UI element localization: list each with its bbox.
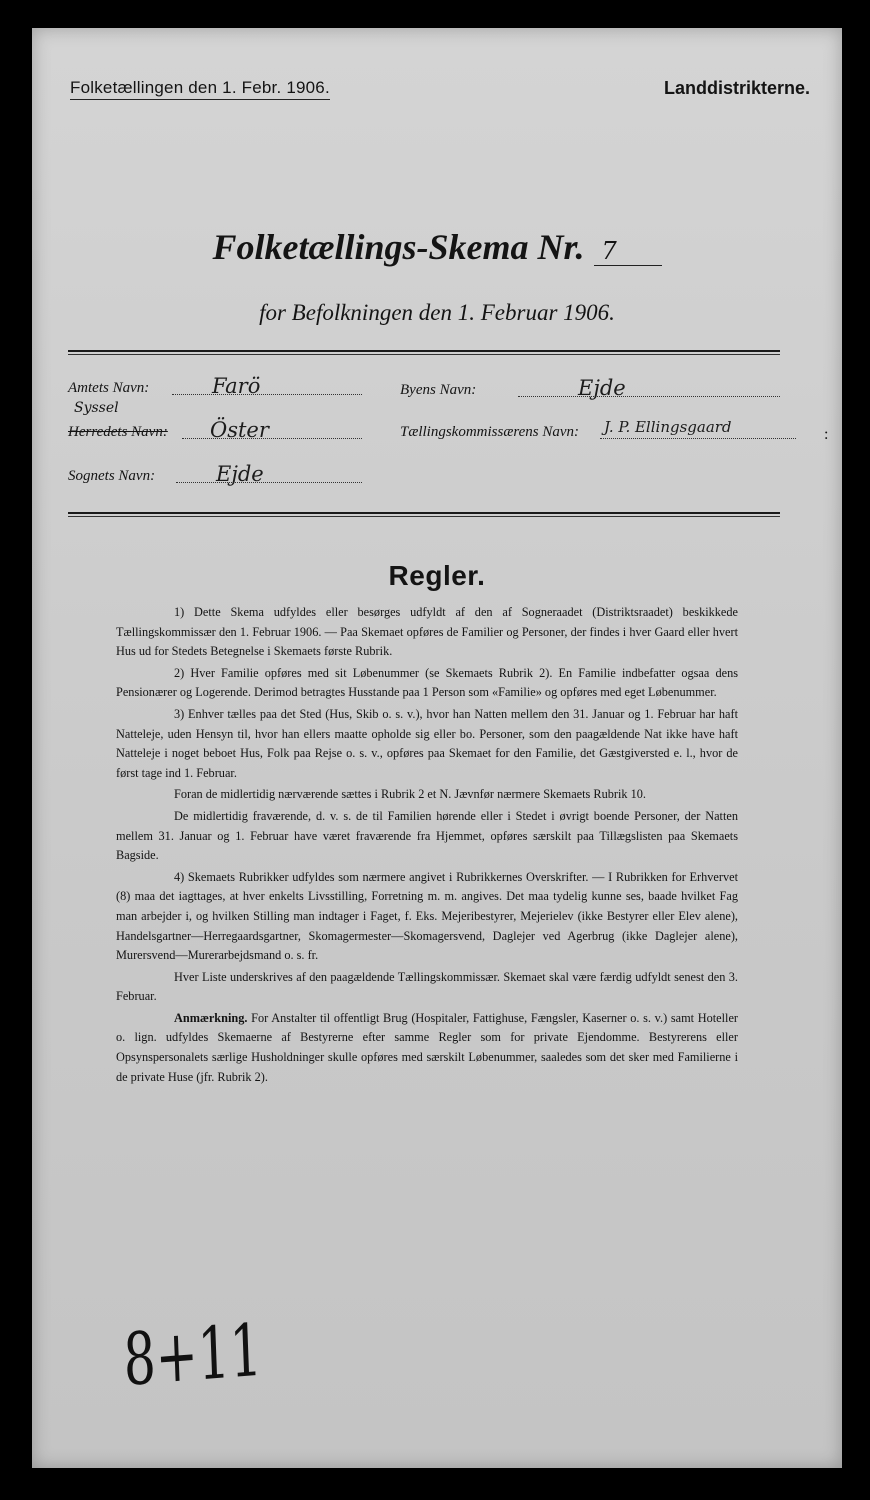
- divider-bottom-thin: [68, 516, 780, 517]
- herred-label: Herredets Navn:: [68, 424, 168, 440]
- herred-correction: Syssel: [74, 400, 119, 416]
- handwritten-note: 8+11: [122, 1307, 264, 1402]
- herred-value: Öster: [210, 418, 269, 442]
- census-form-sheet: [32, 28, 842, 1468]
- form-title-text: Folketællings-Skema Nr.: [212, 227, 585, 267]
- rule-3: 3) Enhver tælles paa det Sted (Hus, Skib o. s. v.), hvor han Natten mellem den 31. Januar og 1. Februar har haft Natteleje, uden Hensyn til, hvor han ellers maatte opholde sig eller bo. Personer, som den paagældende Nat ikke have haft Natteleje i noget beboet Hus, Folk paa Rejse o. s. v., opføres paa Skemaet for den Familie, det Gæstgiversted e. l., hvor de først tage ind 1. Februar.: [116, 706, 738, 780]
- rules-body: [116, 603, 738, 1089]
- kommissaer-field: [600, 418, 796, 439]
- sogn-field: [176, 462, 362, 486]
- form-subtitle: for Befolkningen den 1. Februar 1906.: [259, 300, 615, 325]
- remark: [116, 1009, 738, 1087]
- rules-heading: Regler.: [388, 560, 486, 591]
- amt-value: Farö: [212, 374, 261, 398]
- header-district-type: Landdistrikterne.: [663, 78, 810, 98]
- rule-3-temporary-absent: De midlertidig fraværende, d. v. s. de til Familien hørende eller i Stedet i øvrigt boende Personer, der Natten mellem 31. Januar og 1. Februar have været fraværende fra Hjemmet, opføres særskilt paa Tillægslisten paa Skemaets Bagside.: [116, 808, 738, 863]
- divider-top: [68, 350, 780, 352]
- herred-field: [182, 418, 362, 442]
- rule-1: 1) Dette Skema udfyldes eller besørges udfyldt af den af Sogneraadet (Distriktsraadet) beskikkede Tællingskommissær den 1. Februar 1906. — Paa Skemaet opføres de Familier og Personer, der findes i hver Gaard eller hvert Hus ud for Stedets Betegnelse i Skemaets første Rubrik.: [116, 605, 738, 659]
- sogn-value: Ejde: [216, 462, 264, 486]
- divider-bottom: [68, 512, 780, 514]
- amt-label: Amtets Navn:: [68, 380, 150, 396]
- remark-label: Anmærkning.: [174, 1010, 248, 1025]
- amt-field: [172, 374, 362, 398]
- by-value: Ejde: [578, 376, 626, 400]
- header-census-date: Folketællingen den 1. Febr. 1906.: [70, 78, 330, 100]
- divider-top-thin: [68, 354, 780, 355]
- margin-mark: :: [824, 426, 829, 443]
- kommissaer-value: J. P. Ellingsgaard: [604, 418, 732, 436]
- rule-4-signature: Hver Liste underskrives af den paagældende Tællingskommissær. Skemaet skal være færdig udfyldt senest den 3. Februar.: [116, 969, 738, 1004]
- rule-2: 2) Hver Familie opføres med sit Løbenummer (se Skemaets Rubrik 2). En Familie indbefatter ogsaa dens Pensionærer og Logerende. Derimod betragtes Husstande paa 1 Person som «Familie» og opføres med eget Løbenummer.: [116, 665, 738, 700]
- rule-4: 4) Skemaets Rubrikker udfyldes som nærmere angivet i Rubrikkernes Overskrifter. — I Rubrikken for Erhvervet (8) maa det iagttages, at hver enkelts Livsstilling, Forretning m. m. angives. Det maa tydelig kunne ses, baade hvilket Fag man arbejder i, og hvilken Stilling man indtager i Faget, f. Eks. Mejeribestyrer, Mejerielev (ikke Bestyrer eller Elev alene), Handelsgartner—Herregaardsgartner, Skomagermester—Skomagersvend, Daglejer ved Agerbrug (ikke Daglejer alene), Murersvend—Murerarbejdsmand o. s. fr.: [116, 869, 738, 963]
- by-field: [518, 376, 780, 400]
- form-title: [32, 226, 842, 268]
- kommissaer-label: Tællingskommissærens Navn:: [400, 424, 580, 440]
- rule-3-temporary-present: Foran de midlertidig nærværende sættes i Rubrik 2 et N. Jævnfør nærmere Skemaets Rubrik 10.: [174, 787, 647, 802]
- sogn-label: Sognets Navn:: [68, 468, 156, 484]
- form-number: 7: [594, 237, 662, 266]
- remark-text: For Anstalter til offentligt Brug (Hospitaler, Fattighuse, Fængsler, Kaserner o. s. v.) samt Hoteller o. lign. udfyldes Skemaerne af Bestyrerne efter samme Regler som for private Ejendomme. Bestyrerens eller Opsynspersonalets særlige Husholdninger skulle opføres med særskilt Løbenummer, saaledes som det sker med Familierne i de private Huse (jfr. Rubrik 2).: [116, 1010, 739, 1084]
- by-label: Byens Navn:: [400, 382, 477, 398]
